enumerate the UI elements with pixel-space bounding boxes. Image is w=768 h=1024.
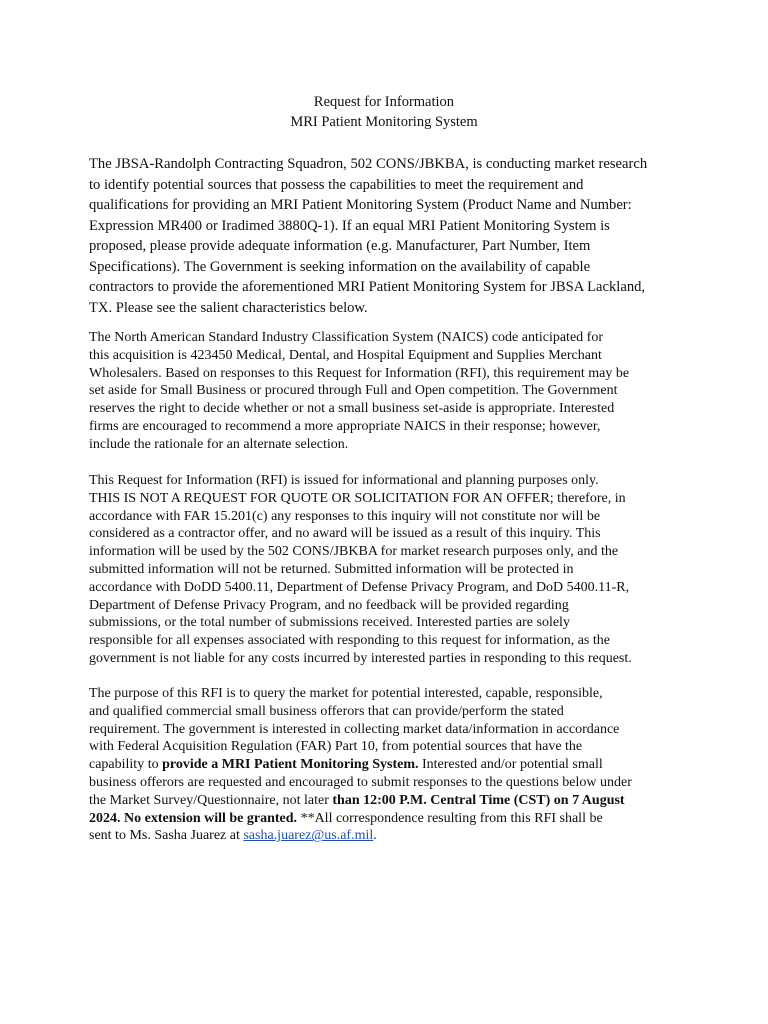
intro-paragraph: The JBSA-Randolph Contracting Squadron, 502 CONS/JBKBA, is conducting market research to identify potential sources that possess the capabilities to meet the requirement and qualifications for providing an MRI Patient Monitoring System (Product Name and Number: Expression MR400 or Iradimed 3880Q-1). If an equal MRI Patient Monitoring System is proposed, please provide adequate information (e.g. Manufacturer, Part Number, Item Specifications). The Government is seeking information on the availability of capable contractors to provide the aforementioned MRI Patient Monitoring System for JBSA Lackland, TX. Please see the salient characteristics below. [89,156,648,316]
purpose-text-2: Interested and/or potential small business offerors are requested and encouraged to submit responses to the questions below under the Market Survey/Questionnaire, not later [89,757,632,808]
title-line-2: MRI Patient Monitoring System [290,114,478,130]
purpose-paragraph [89,685,679,845]
document-title [0,92,768,132]
rfi-disclaimer-paragraph: This Request for Information (RFI) is issued for informational and planning purposes only. THIS IS NOT A REQUEST FOR QUOTE OR SOLICITATION FOR AN OFFER; therefore, in accordance with FAR 15.201(c) any responses to this inquiry will not constitute nor will be considered as a contractor offer, and no award will be issued as a result of this inquiry. This information will be used by the 502 CONS/JBKBA for market research purposes only, and the submitted information will not be returned. Submitted information will be protected in accordance with DoDD 5400.11, Department of Defense Privacy Program, and DoD 5400.11-R, Department of Defense Privacy Program, and no feedback will be provided regarding submissions, or the total number of submissions received. Interested parties are solely responsible for all expenses associated with responding to this request for information, as the government is not liable for any costs incurred by interested parties in responding to this request. [89,473,632,666]
purpose-text-1: The purpose of this RFI is to query the market for potential interested, capable, responsible, and qualified commercial small business offerors that can provide/perform the stated requirement. The government is interested in collecting market data/information in accordance with Federal Acquisition Regulation (FAR) Part 10, from potential sources that have the capability to [89,686,620,773]
deadline-bold-text: than 12:00 P.M. Central Time (CST) on 7 August 2024. No extension will be granted. [89,792,625,826]
naics-paragraph: The North American Standard Industry Classification System (NAICS) code anticipated for this acquisition is 423450 Medical, Dental, and Hospital Equipment and Supplies Merchant Wholesalers. Based on responses to this Request for Information (RFI), this requirement may be set aside for Small Business or procured through Full and Open competition. The Government reserves the right to decide whether or not a small business set-aside is appropriate. Interested firms are encouraged to recommend a more appropriate NAICS in their response; however, include the rationale for an alternate selection. [89,330,630,452]
email-link[interactable]: sasha.juarez@us.af.mil [243,828,374,844]
title-line-1: Request for Information [313,94,455,110]
purpose-bold-capability: provide a MRI Patient Monitoring System. [162,757,419,773]
purpose-text-end: . [373,828,377,844]
purpose-text-3: **All correspondence resulting from this RFI shall be sent to Ms. Sasha Juarez at [89,810,603,844]
